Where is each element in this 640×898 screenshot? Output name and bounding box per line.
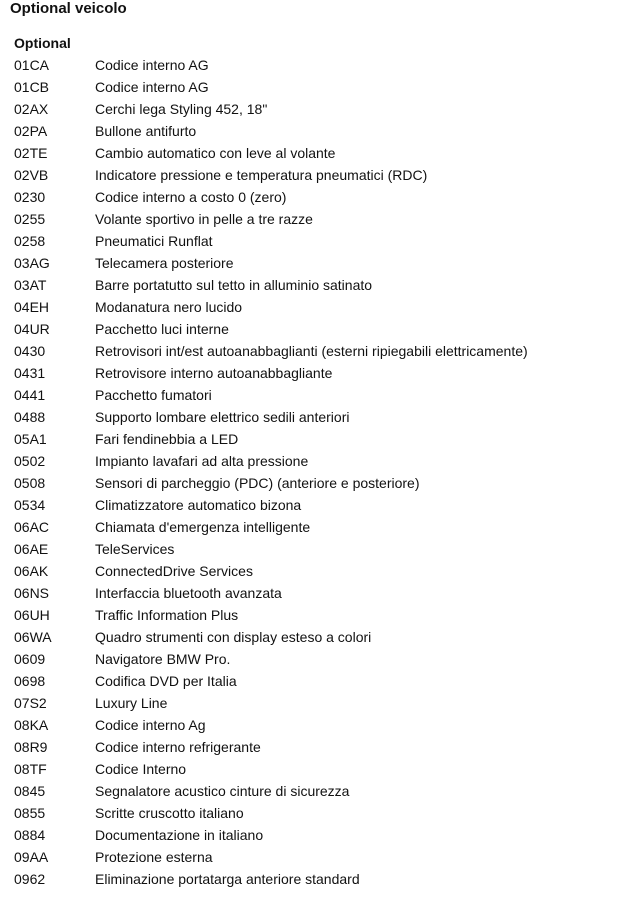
option-row bbox=[14, 868, 634, 890]
option-row bbox=[14, 362, 634, 384]
option-description: Codice interno AG bbox=[95, 57, 209, 73]
option-code: 05A1 bbox=[14, 431, 47, 447]
option-row bbox=[14, 582, 634, 604]
option-row bbox=[14, 824, 634, 846]
option-description: Retrovisori int/est autoanabbaglianti (esterni ripiegabili elettricamente) bbox=[95, 343, 528, 359]
option-code: 0534 bbox=[14, 497, 46, 513]
option-description: Quadro strumenti con display esteso a colori bbox=[95, 629, 372, 645]
option-description: Documentazione in italiano bbox=[95, 827, 264, 843]
option-row bbox=[14, 406, 634, 428]
option-row bbox=[14, 846, 634, 868]
option-code: 03AT bbox=[14, 277, 47, 293]
option-code: 0508 bbox=[14, 475, 46, 491]
option-description: Sensori di parcheggio (PDC) (anteriore e posteriore) bbox=[95, 475, 420, 491]
option-row bbox=[14, 120, 634, 142]
option-description: Barre portatutto sul tetto in alluminio satinato bbox=[95, 277, 373, 293]
option-row bbox=[14, 670, 634, 692]
option-code: 01CB bbox=[14, 79, 50, 95]
option-description: Chiamata d'emergenza intelligente bbox=[95, 519, 311, 535]
option-description: Modanatura nero lucido bbox=[95, 299, 243, 315]
option-code: 0431 bbox=[14, 365, 46, 381]
option-code: 06UH bbox=[14, 607, 50, 623]
option-description: Volante sportivo in pelle a tre razze bbox=[95, 211, 313, 227]
option-row bbox=[14, 54, 634, 76]
option-code: 0884 bbox=[14, 827, 46, 843]
option-row bbox=[14, 186, 634, 208]
option-description: Fari fendinebbia a LED bbox=[95, 431, 239, 447]
option-description: Navigatore BMW Pro. bbox=[95, 651, 231, 667]
option-description: Segnalatore acustico cinture di sicurezza bbox=[95, 783, 350, 799]
option-row bbox=[14, 648, 634, 670]
option-description: Supporto lombare elettrico sedili anteriori bbox=[95, 409, 350, 425]
option-code: 01CA bbox=[14, 57, 50, 73]
option-code: 0255 bbox=[14, 211, 46, 227]
option-description: Eliminazione portatarga anteriore standard bbox=[95, 871, 360, 887]
option-description: Codice interno refrigerante bbox=[95, 739, 261, 755]
option-description: Pacchetto fumatori bbox=[95, 387, 212, 403]
option-description: Impianto lavafari ad alta pressione bbox=[95, 453, 309, 469]
option-code: 02TE bbox=[14, 145, 48, 161]
option-description: Traffic Information Plus bbox=[95, 607, 239, 623]
option-code: 02AX bbox=[14, 101, 49, 117]
option-row bbox=[14, 802, 634, 824]
option-code: 0609 bbox=[14, 651, 46, 667]
option-code: 0845 bbox=[14, 783, 46, 799]
option-code: 0441 bbox=[14, 387, 46, 403]
option-row bbox=[14, 340, 634, 362]
option-code: 02VB bbox=[14, 167, 49, 183]
option-row bbox=[14, 450, 634, 472]
option-code: 0258 bbox=[14, 233, 46, 249]
option-row bbox=[14, 142, 634, 164]
option-row bbox=[14, 604, 634, 626]
option-row bbox=[14, 780, 634, 802]
option-description: Cerchi lega Styling 452, 18" bbox=[95, 101, 268, 117]
option-row bbox=[14, 692, 634, 714]
option-description: Luxury Line bbox=[95, 695, 168, 711]
option-description: Codice interno Ag bbox=[95, 717, 206, 733]
page-title: Optional veicolo bbox=[10, 0, 127, 17]
option-row bbox=[14, 494, 634, 516]
option-description: Codice Interno bbox=[95, 761, 187, 777]
option-code: 0430 bbox=[14, 343, 46, 359]
option-description: Protezione esterna bbox=[95, 849, 213, 865]
option-code: 0962 bbox=[14, 871, 46, 887]
option-code: 06AC bbox=[14, 519, 50, 535]
option-description: Scritte cruscotto italiano bbox=[95, 805, 244, 821]
option-description: Interfaccia bluetooth avanzata bbox=[95, 585, 282, 601]
option-code: 02PA bbox=[14, 123, 48, 139]
option-description: Telecamera posteriore bbox=[95, 255, 234, 271]
option-description: TeleServices bbox=[95, 541, 175, 557]
option-row bbox=[14, 714, 634, 736]
option-code: 0488 bbox=[14, 409, 46, 425]
option-description: Bullone antifurto bbox=[95, 123, 197, 139]
option-code: 06AE bbox=[14, 541, 49, 557]
option-row bbox=[14, 230, 634, 252]
option-row bbox=[14, 296, 634, 318]
option-description: Retrovisore interno autoanabbagliante bbox=[95, 365, 333, 381]
section-heading: Optional bbox=[14, 35, 71, 51]
option-row bbox=[14, 626, 634, 648]
option-code: 04EH bbox=[14, 299, 50, 315]
option-code: 08KA bbox=[14, 717, 49, 733]
option-row bbox=[14, 428, 634, 450]
option-row bbox=[14, 384, 634, 406]
option-code: 0230 bbox=[14, 189, 46, 205]
option-description: Climatizzatore automatico bizona bbox=[95, 497, 302, 513]
option-description: Indicatore pressione e temperatura pneumatici (RDC) bbox=[95, 167, 428, 183]
option-code: 04UR bbox=[14, 321, 50, 337]
option-code: 08TF bbox=[14, 761, 47, 777]
option-row bbox=[14, 560, 634, 582]
option-row bbox=[14, 516, 634, 538]
option-code: 06AK bbox=[14, 563, 49, 579]
option-description: Pneumatici Runflat bbox=[95, 233, 213, 249]
option-row bbox=[14, 318, 634, 340]
option-code: 0855 bbox=[14, 805, 46, 821]
options-list bbox=[14, 54, 634, 890]
option-code: 09AA bbox=[14, 849, 49, 865]
option-code: 06NS bbox=[14, 585, 50, 601]
option-row bbox=[14, 736, 634, 758]
option-row bbox=[14, 76, 634, 98]
option-code: 07S2 bbox=[14, 695, 47, 711]
option-description: Cambio automatico con leve al volante bbox=[95, 145, 336, 161]
option-row bbox=[14, 758, 634, 780]
option-code: 06WA bbox=[14, 629, 52, 645]
option-code: 0502 bbox=[14, 453, 46, 469]
option-description: Codice interno AG bbox=[95, 79, 209, 95]
option-description: Codice interno a costo 0 (zero) bbox=[95, 189, 287, 205]
option-code: 08R9 bbox=[14, 739, 48, 755]
option-description: Codifica DVD per Italia bbox=[95, 673, 237, 689]
option-code: 03AG bbox=[14, 255, 50, 271]
option-row bbox=[14, 164, 634, 186]
option-row bbox=[14, 274, 634, 296]
option-row bbox=[14, 472, 634, 494]
option-row bbox=[14, 98, 634, 120]
option-row bbox=[14, 538, 634, 560]
option-row bbox=[14, 252, 634, 274]
option-code: 0698 bbox=[14, 673, 46, 689]
option-description: ConnectedDrive Services bbox=[95, 563, 253, 579]
option-row bbox=[14, 208, 634, 230]
option-description: Pacchetto luci interne bbox=[95, 321, 229, 337]
